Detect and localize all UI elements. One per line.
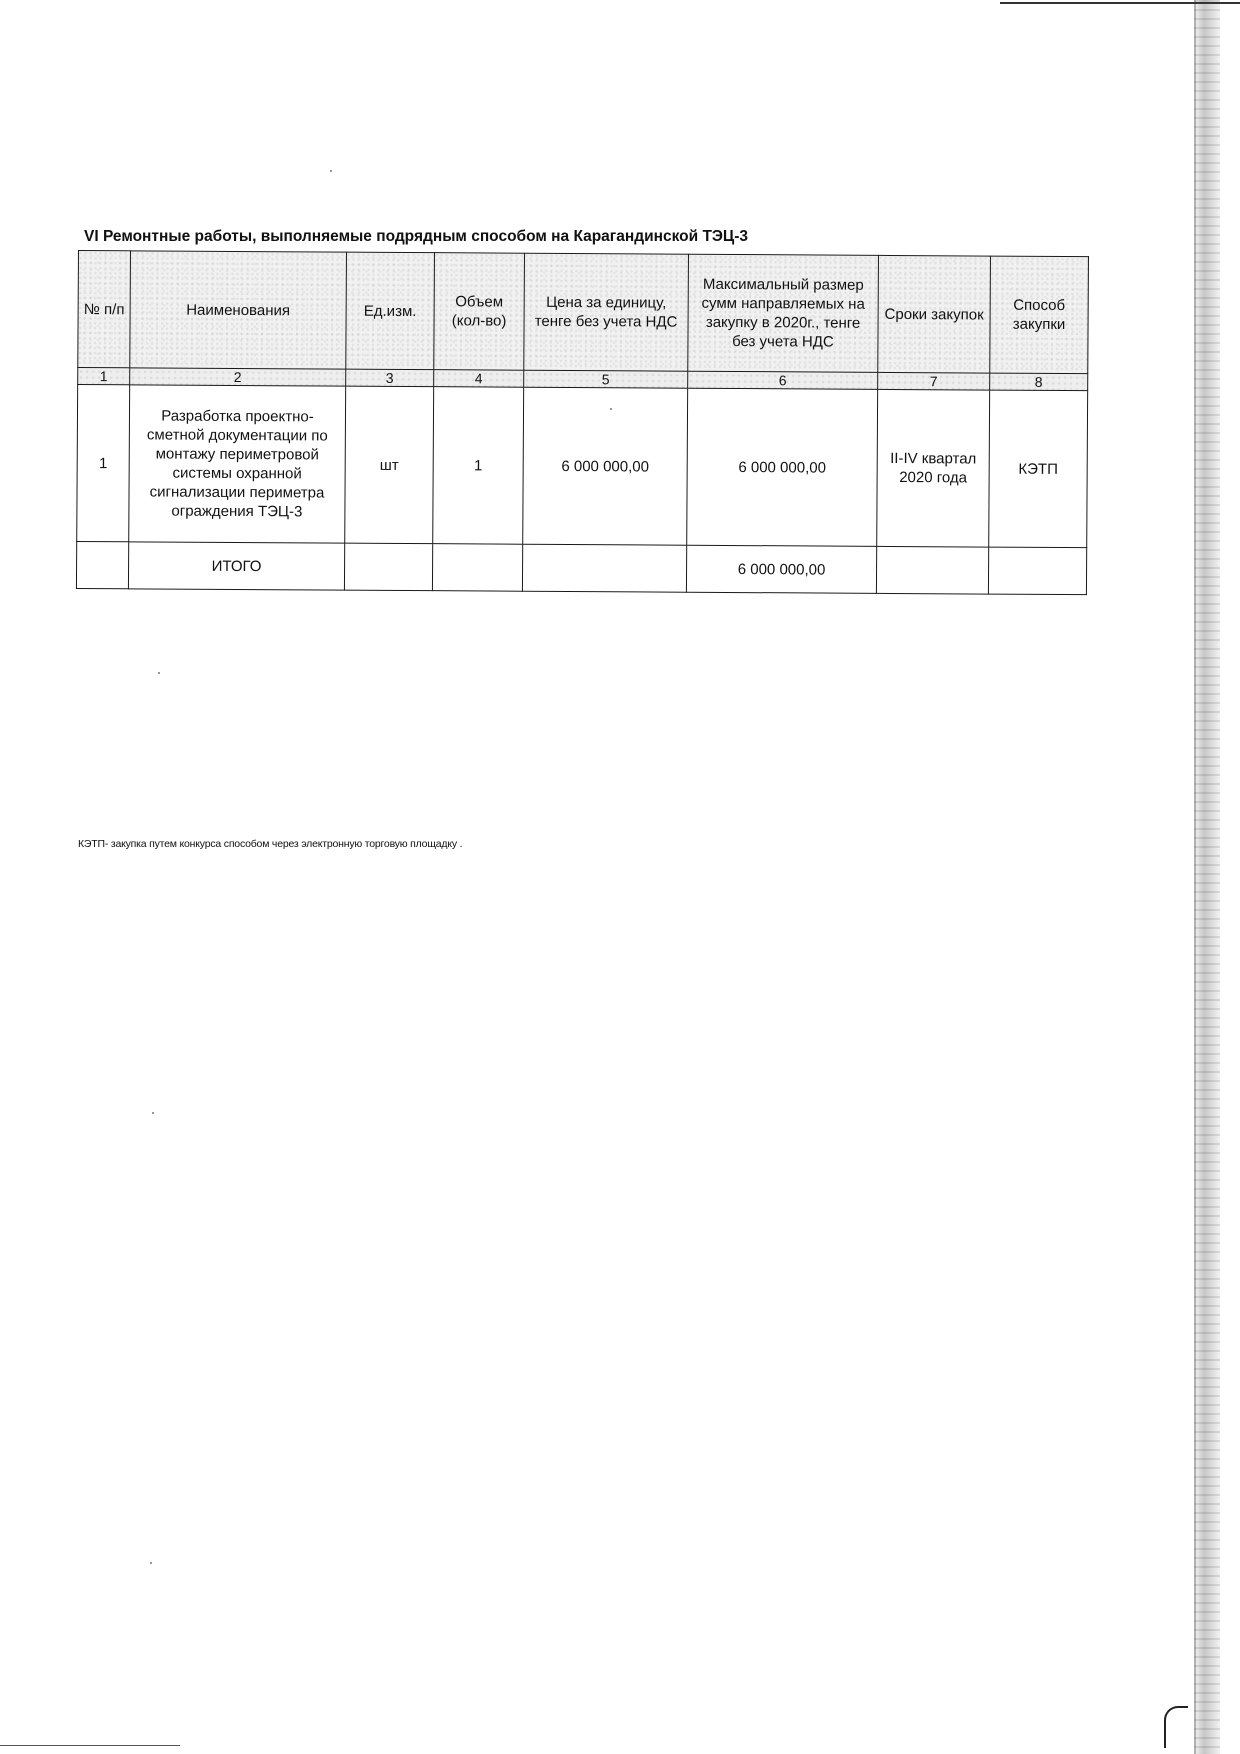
column-number: 6 xyxy=(688,371,878,389)
scan-edge-noise xyxy=(1194,0,1220,1754)
row-number: 1 xyxy=(77,385,130,542)
procurement-table xyxy=(76,250,1089,595)
total-label: ИТОГО xyxy=(128,542,344,590)
item-name: Разработка проектно-сметной документации по монтажу периметровой системы охранной сигнализации периметра ограждения ТЭЦ-3 xyxy=(129,385,346,543)
column-number: 5 xyxy=(524,370,688,388)
header-cell: Максимальный размер сумм направляемых на закупку в 2020г., тенге без учета НДС xyxy=(688,254,879,372)
method-cell: КЭТП xyxy=(989,390,1088,548)
header-cell: Объем (кол-во) xyxy=(434,253,525,371)
empty-cell xyxy=(988,547,1086,595)
quantity-cell: 1 xyxy=(433,387,524,545)
empty-cell xyxy=(522,544,686,592)
max-sum-cell: 6 000 000,00 xyxy=(687,388,878,546)
column-number: 2 xyxy=(130,368,346,386)
column-number: 4 xyxy=(434,370,524,388)
table-header-row xyxy=(78,251,1089,374)
scan-edge-line xyxy=(1194,0,1196,1754)
period-cell: II-IV квартал 2020 года xyxy=(877,389,990,547)
header-cell: Ед.изм. xyxy=(346,252,435,370)
column-number: 8 xyxy=(990,373,1088,391)
header-cell: Цена за единицу, тенге без учета НДС xyxy=(524,253,689,371)
unit-cell: шт xyxy=(345,386,434,544)
header-cell: Сроки закупок xyxy=(878,255,991,373)
section-title: VI Ремонтные работы, выполняемые подрядным способом на Карагандинской ТЭЦ-3 xyxy=(84,228,749,245)
header-cell: Способ закупки xyxy=(990,256,1089,374)
footnote: КЭТП- закупка путем конкурса способом через электронную торговую площадку . xyxy=(78,838,463,850)
scan-bottom-dash xyxy=(0,1745,180,1746)
scan-speck xyxy=(158,672,160,674)
empty-cell xyxy=(432,544,522,592)
empty-cell xyxy=(76,541,128,588)
header-cell: № п/п xyxy=(78,251,131,368)
unit-price-cell: 6 000 000,00 xyxy=(523,387,688,545)
total-row xyxy=(76,541,1086,594)
scan-top-edge xyxy=(1000,2,1240,4)
column-number: 3 xyxy=(346,369,434,387)
scan-speck xyxy=(152,1112,154,1114)
total-value: 6 000 000,00 xyxy=(686,545,876,593)
table-row xyxy=(77,385,1088,548)
scan-speck xyxy=(150,1562,152,1564)
column-number: 7 xyxy=(878,372,990,390)
scan-speck xyxy=(330,170,332,172)
scan-speck xyxy=(610,408,612,410)
empty-cell xyxy=(876,546,988,594)
page-corner-mark xyxy=(1164,1706,1188,1748)
column-number: 1 xyxy=(78,368,130,385)
header-cell: Наименования xyxy=(130,251,347,369)
empty-cell xyxy=(344,543,432,591)
